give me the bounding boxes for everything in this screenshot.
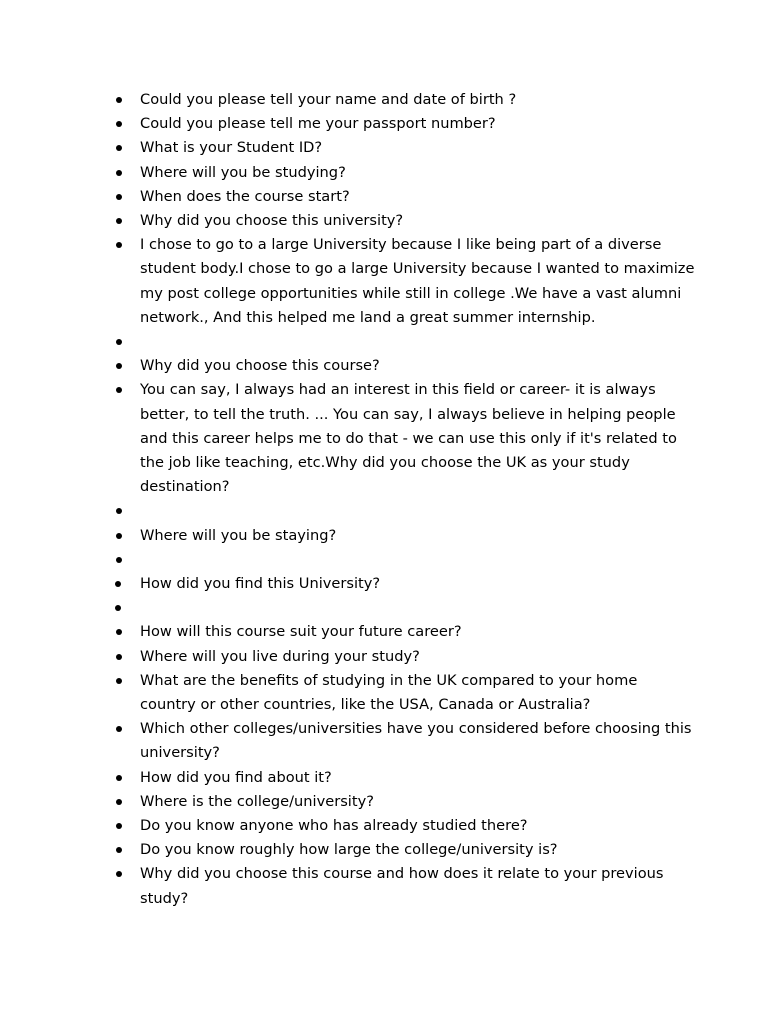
list-item [116,620,696,644]
bullet-icon [116,121,122,127]
empty-list-item [116,548,696,572]
list-item [116,88,696,112]
list-item-text: Do you know roughly how large the college/university is? [140,841,558,859]
list-item-text: When does the course start? [140,187,350,205]
bullet-icon [116,654,122,660]
list-item-text: I chose to go to a large University because I like being part of a diverse student body.I chose to go a large University because I wanted to maximize my post college opportunities while still in college .We have a vast alumni network., And this helped me land a great summer internship. [140,236,695,326]
bullet-icon [116,145,122,151]
list-item-text: How did you find about it? [140,768,332,786]
list-item-text: Why did you choose this course? [140,357,380,375]
bullet-icon [116,387,122,393]
list-item-text: How did you find this University? [140,575,381,593]
bullet-icon [116,557,122,563]
bullet-icon [116,363,122,369]
bullet-icon [116,218,122,224]
bullet-icon [115,605,121,611]
list-item [116,185,696,209]
list-item [116,136,696,160]
list-item [116,814,696,838]
list-item-text: You can say, I always had an interest in this field or career- it is always better, to tell the truth. ... You can say, I always believe in helping people and this career helps me to do that - we can use this only if it's related to the job like teaching, etc.Why did you choose the UK as your study destination? [140,381,677,496]
list-item [116,378,696,499]
list-item-text: Where is the college/university? [140,792,374,810]
list-item [116,790,696,814]
bullet-icon [116,799,122,805]
bullet-icon [116,194,122,200]
list-item-text: What are the benefits of studying in the UK compared to your home country or other countries, like the USA, Canada or Australia? [140,671,638,714]
bullet-icon [116,775,122,781]
list-item-text: Do you know anyone who has already studied there? [140,817,528,835]
bullet-icon [116,339,122,345]
list-item [116,645,696,669]
list-item [116,862,696,910]
bullet-icon [116,170,122,176]
list-item-text: Why did you choose this course and how does it relate to your previous study? [140,865,664,907]
bullet-icon [116,847,122,853]
list-item [116,669,696,717]
list-item-text: Where will you live during your study? [140,647,420,665]
list-item-text: Where will you be studying? [140,163,346,181]
bullet-icon [116,533,122,539]
bullet-icon [116,97,122,103]
list-item-text: How will this course suit your future career? [140,623,462,641]
list-item [116,233,696,330]
list-item [116,354,696,378]
bullet-icon [116,629,122,635]
empty-list-item [116,330,696,354]
list-item-text: Which other colleges/universities have you considered before choosing this university? [140,720,692,762]
bullet-icon [116,678,122,684]
bullet-icon [116,508,122,514]
list-item [116,524,696,548]
list-item-text: Why did you choose this university? [140,212,404,230]
list-item-text: Could you please tell me your passport number? [140,115,496,133]
list-item [116,766,696,790]
list-item [116,209,696,233]
empty-list-item [116,596,696,620]
bullet-icon [116,242,122,248]
bullet-icon [116,871,122,877]
list-item [116,572,696,596]
interview-questions-list [116,88,696,911]
list-item [116,717,696,765]
list-item-text: What is your Student ID? [140,139,323,157]
list-item-text: Where will you be staying? [140,526,337,544]
bullet-icon [115,581,121,587]
bullet-icon [116,823,122,829]
empty-list-item [116,499,696,523]
list-item [116,838,696,862]
list-item [116,161,696,185]
list-item [116,112,696,136]
list-item-text: Could you please tell your name and date of birth ? [140,91,517,108]
bullet-icon [116,726,122,732]
